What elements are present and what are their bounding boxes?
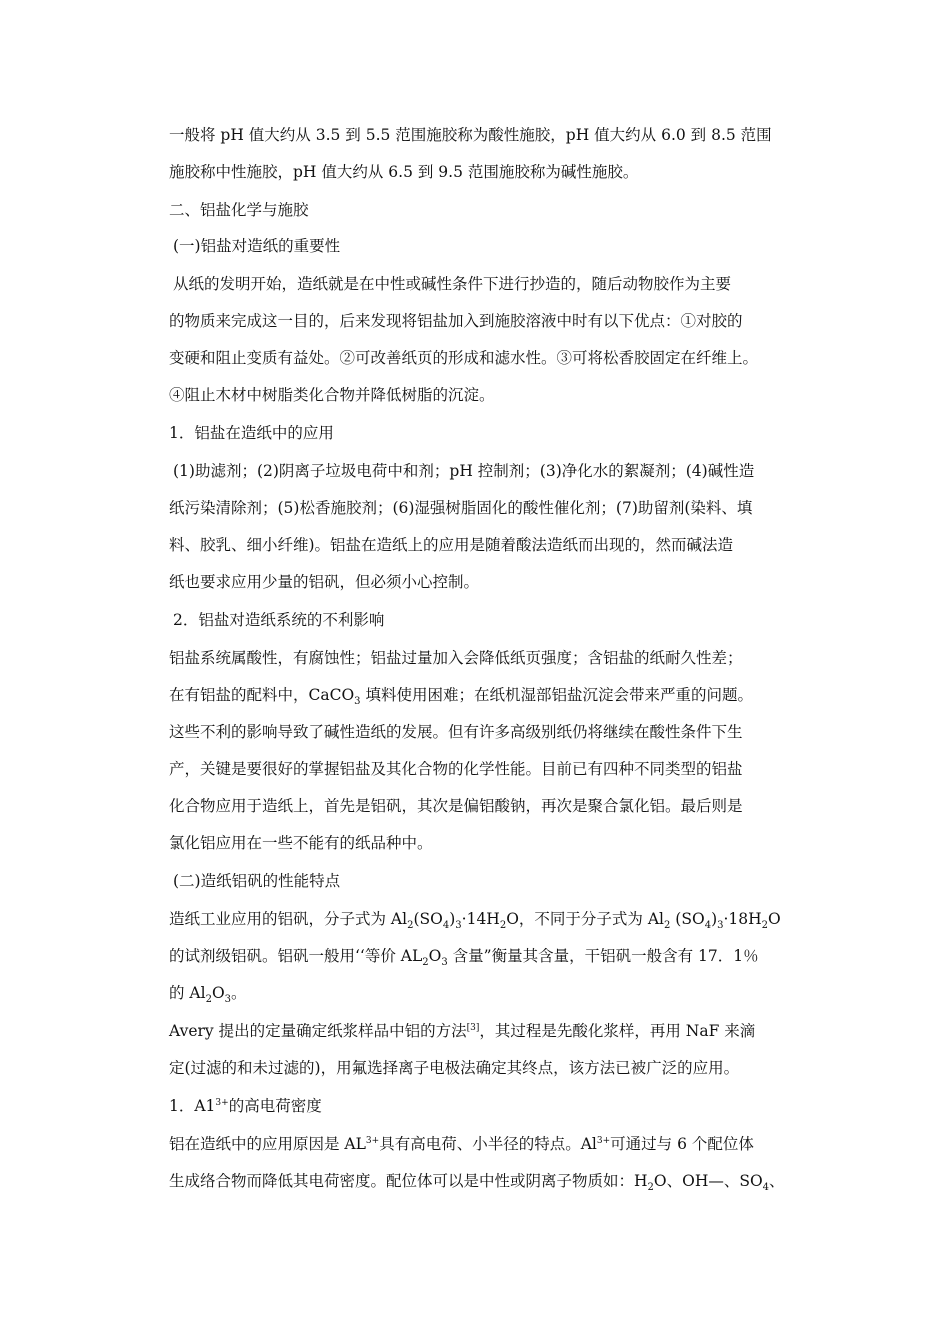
subscript: 4 — [762, 1182, 770, 1193]
paragraph-line: 这些不利的影响导致了碱性造纸的发展。但有许多高级别纸仍将继续在酸性条件下生 — [169, 723, 743, 741]
subscript: 2 — [761, 920, 769, 931]
text-run: 铝在造纸中的应用原因是 AL — [169, 1135, 366, 1153]
subsection-heading: (一)铝盐对造纸的重要性 — [173, 237, 341, 255]
text-run: O、OH—、SO — [653, 1172, 763, 1190]
text-run: O — [211, 984, 225, 1002]
subscript: 3 — [455, 920, 462, 931]
paragraph-line — [169, 684, 789, 706]
paragraph-line: 从纸的发明开始，造纸就是在中性或碱性条件下进行抄造的，随后动物胶作为主要 — [173, 275, 732, 293]
paragraph-line — [169, 1133, 789, 1155]
paragraph-line: 变硬和阻止变质有益处。②可改善纸页的形成和滤水性。③可将松香胶固定在纤维上。 — [169, 349, 759, 367]
paragraph-line: 施胶称中性施胶，pH 值大约从 6.5 到 9.5 范围施胶称为碱性施胶。 — [169, 163, 639, 181]
subscript: 4 — [704, 920, 712, 931]
paragraph-line: 纸也要求应用少量的铝矾，但必须小心控制。 — [169, 573, 480, 591]
text-run: Avery 提出的定量确定纸浆样品中铝的方法 — [169, 1022, 467, 1040]
subscript: 2 — [407, 920, 414, 931]
text-run: 的 Al — [169, 984, 206, 1002]
text-run: ·18H — [723, 910, 762, 928]
subscript: 2 — [205, 994, 212, 1005]
text-run: 生成络合物而降低其电荷密度。配位体可以是中性或阴离子物质如：H — [169, 1172, 648, 1190]
text-run: O，不同于分子式为 Al — [506, 910, 664, 928]
text-run: O — [428, 947, 442, 965]
paragraph-line: 铝盐系统属酸性，有腐蚀性；铝盐过量加入会降低纸页强度；含铝盐的纸耐久性差； — [169, 649, 743, 667]
section-heading: 二、铝盐化学与施胶 — [169, 201, 309, 219]
subscript: 3 — [354, 696, 361, 707]
numbered-heading — [169, 1095, 789, 1117]
paragraph-line: ④阻止木材中树脂类化合物并降低树脂的沉淀。 — [169, 386, 495, 404]
text-run: ·14H — [461, 910, 500, 928]
subscript: 4 — [442, 920, 450, 931]
text-run: 含量”衡量其含量，干铝矾一般含有 17．1％ — [447, 947, 759, 965]
text-run: (SO — [413, 910, 443, 928]
text-run: ) — [449, 910, 456, 928]
text-run: ，其过程是先酸化浆样，再用 NaF 来滴 — [479, 1022, 756, 1040]
paragraph-line — [169, 1020, 789, 1042]
text-run: 具有高电荷、小半径的特点。Al — [379, 1135, 597, 1153]
subscript: 2 — [664, 920, 671, 931]
paragraph-line: (1)助滤剂；(2)阴离子垃圾电荷中和剂；pH 控制剂；(3)净化水的絮凝剂；(4)碱性造 — [173, 462, 755, 480]
subscript: 3 — [717, 920, 724, 931]
text-run: O — [768, 910, 781, 928]
paragraph-line: 化合物应用于造纸上，首先是铝矾，其次是偏铝酸钠，再次是聚合氯化铝。最后则是 — [169, 797, 743, 815]
numbered-heading: 2．铝盐对造纸系统的不利影响 — [173, 611, 385, 629]
subscript: 3 — [224, 994, 232, 1005]
numbered-heading: 1．铝盐在造纸中的应用 — [169, 424, 334, 442]
text-run: 的高电荷密度 — [228, 1097, 322, 1115]
subscript: 2 — [422, 957, 429, 968]
text-run: 1．A1 — [169, 1097, 216, 1115]
paragraph-line: 定(过滤的和未过滤的)，用氟选择离子电极法确定其终点，该方法已被广泛的应用。 — [169, 1059, 740, 1077]
paragraph-line: 纸污染清除剂；(5)松香施胶剂；(6)湿强树脂固化的酸性催化剂；(7)助留剂(染料、填 — [169, 499, 753, 517]
paragraph-line — [169, 1170, 789, 1192]
superscript: 3+ — [215, 1098, 229, 1108]
text-run: ) — [711, 910, 718, 928]
superscript: 3+ — [365, 1136, 380, 1146]
paragraph-line — [169, 908, 789, 930]
subsection-heading: (二)造纸铝矾的性能特点 — [173, 872, 341, 890]
text-run: 。 — [231, 984, 247, 1002]
text-run: (SO — [670, 910, 705, 928]
paragraph-line: 氯化铝应用在一些不能有的纸品种中。 — [169, 834, 433, 852]
subscript: 3 — [441, 957, 448, 968]
paragraph-line: 料、胶乳、细小纤维)。铝盐在造纸上的应用是随着酸法造纸而出现的，然而碱法造 — [169, 536, 734, 554]
text-run: 可通过与 6 个配位体 — [610, 1135, 754, 1153]
text-run: 的试剂级铝矾。铝矾一般用‘‘等价 AL — [169, 947, 423, 965]
text-run: 填料使用困难；在纸机湿部铝盐沉淀会带来严重的问题。 — [360, 686, 753, 704]
subscript: 2 — [647, 1182, 654, 1193]
paragraph-line: 一般将 pH 值大约从 3.5 到 5.5 范围施胶称为酸性施胶，pH 值大约从 6.0 到 8.5 范围 — [169, 126, 772, 144]
subscript: 2 — [499, 920, 507, 931]
paragraph-line — [169, 982, 789, 1004]
paragraph-line — [169, 945, 789, 967]
text-run: 造纸工业应用的铝矾，分子式为 Al — [169, 910, 408, 928]
paragraph-line: 产，关键是要很好的掌握铝盐及其化合物的化学性能。目前已有四种不同类型的铝盐 — [169, 760, 743, 778]
text-run: 、 — [769, 1172, 785, 1190]
text-run: 在有铝盐的配料中，CaCO — [169, 686, 355, 704]
citation-ref: [3] — [466, 1023, 480, 1033]
paragraph-line: 的物质来完成这一目的，后来发现将铝盐加入到施胶溶液中时有以下优点：①对胶的 — [169, 312, 743, 330]
superscript: 3+ — [596, 1136, 611, 1146]
